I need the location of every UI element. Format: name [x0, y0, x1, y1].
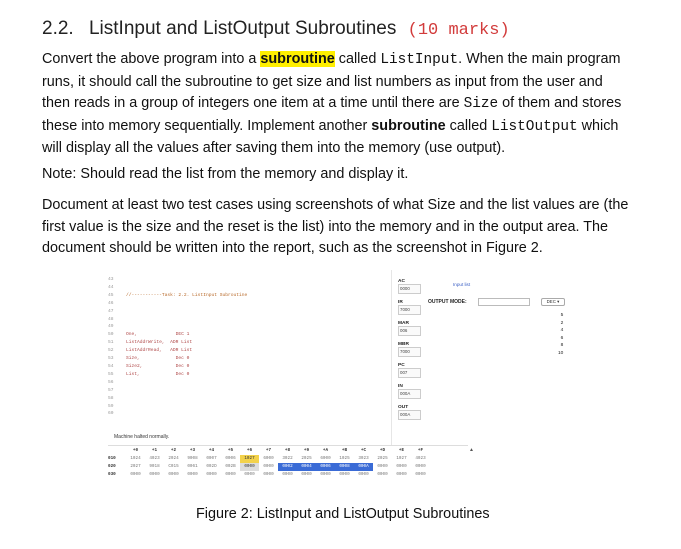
para2-line1: Document at least two test cases using screenshots of what Size and the list values are (the — [42, 197, 629, 213]
output-value: 2 — [560, 320, 564, 326]
memory-cell: 3023 — [358, 456, 369, 461]
register-value: 007 — [398, 368, 421, 378]
output-mode-field — [478, 298, 530, 306]
memory-row-address: 010 — [108, 456, 116, 461]
memory-cell: 2027 — [130, 464, 141, 469]
line-number: 57 — [108, 387, 114, 393]
memory-column-header: +3 — [189, 448, 196, 453]
panel-divider — [391, 270, 392, 445]
memory-cell: 0000 — [282, 472, 293, 477]
memory-cell: 1027 — [396, 456, 407, 461]
output-value: 6 — [560, 335, 564, 341]
memory-cell: 0000 — [396, 472, 407, 477]
documentation-instructions — [42, 195, 652, 260]
line-numbers — [108, 276, 120, 418]
memory-cell: 0006 — [316, 463, 335, 471]
figure-screenshot — [106, 270, 568, 495]
memory-cell: 002D — [206, 464, 217, 469]
memory-cell: 000A — [354, 463, 373, 471]
memory-column-header: +A — [322, 448, 329, 453]
memory-cell: 0000 — [240, 463, 259, 471]
memory-cell: 0004 — [297, 463, 316, 471]
memory-cell: 0000 — [168, 472, 179, 477]
memory-cell: 0061 — [187, 464, 198, 469]
line-number: 59 — [108, 403, 114, 409]
code-line — [126, 323, 247, 331]
memory-row — [108, 455, 430, 463]
section-heading — [42, 18, 510, 40]
memory-cell: 3022 — [282, 456, 293, 461]
register-label: IN — [398, 384, 403, 389]
memory-column-header: +F — [417, 448, 424, 453]
memory-cell: 0000 — [244, 472, 255, 477]
code-editor — [126, 276, 247, 418]
para1-line1: Convert the above program into a subroutine called ListInput. When the main program — [42, 51, 621, 68]
code-line — [126, 308, 247, 316]
para1-line5: will display all the values after saving them into the memory (use output). — [42, 140, 506, 156]
memory-column-header — [108, 447, 126, 455]
memory-cell: 0000 — [187, 472, 198, 477]
figure-caption: Figure 2: ListInput and ListOutput Subroutines — [196, 506, 490, 522]
memory-cell: 0000 — [339, 472, 350, 477]
line-number: 46 — [108, 300, 114, 306]
memory-column-header: +4 — [208, 448, 215, 453]
output-mode-label: OUTPUT MODE: — [428, 299, 467, 305]
register-value: 000A — [398, 410, 421, 420]
register-label: PC — [398, 363, 405, 368]
memory-table — [108, 447, 430, 479]
memory-column-header: +0 — [132, 448, 139, 453]
code-listinput: ListInput — [380, 52, 459, 68]
memory-column-header: +5 — [227, 448, 234, 453]
code-line: ListAddrRead, ADR List — [126, 348, 193, 354]
output-value: 5 — [560, 313, 564, 318]
memory-column-header: +E — [398, 448, 405, 453]
line-number: 51 — [108, 340, 114, 346]
memory-cell: 9008 — [187, 456, 198, 461]
memory-row-address: 020 — [108, 464, 116, 469]
status-message: Machine halted normally. — [114, 434, 170, 440]
memory-cell: 0000 — [358, 472, 369, 477]
line-number: 53 — [108, 356, 114, 362]
register-label: AC — [398, 279, 405, 284]
memory-cell: 1024 — [130, 456, 141, 461]
memory-cell: 0000 — [415, 464, 426, 469]
task-description — [42, 49, 652, 160]
code-line: //-----------Task: 2.2. ListInput Subroutine — [126, 292, 248, 298]
memory-row-address: 030 — [108, 472, 116, 477]
para2-line2: first value is the size and the reset is the list) into the memory and in the output area. The — [42, 218, 609, 235]
memory-cell: 0000 — [320, 472, 331, 477]
register-label: MAR — [398, 321, 409, 326]
code-line — [126, 402, 247, 410]
line-number: 58 — [108, 395, 114, 401]
memory-column-header: +8 — [284, 448, 291, 453]
code-size: Size — [463, 96, 499, 112]
memory-cell: 4023 — [149, 456, 160, 461]
output-value: 8 — [560, 343, 564, 349]
code-line — [126, 410, 247, 418]
register-value: 7000 — [398, 347, 421, 357]
memory-cell: 0006 — [225, 456, 236, 461]
para1-line3: then reads in a group of integers one item at a time until there are Size of them and stores — [42, 95, 622, 112]
output-values — [558, 312, 563, 358]
line-number: 49 — [108, 324, 114, 330]
memory-header — [108, 447, 430, 455]
line-number: 55 — [108, 371, 114, 377]
memory-cell: 002B — [225, 464, 236, 469]
memory-cell: C015 — [168, 464, 179, 469]
memory-cell: 4023 — [415, 456, 426, 461]
memory-cell: 1027 — [240, 455, 259, 463]
memory-cell: 0000 — [301, 472, 312, 477]
highlight-subroutine: subroutine — [260, 51, 335, 67]
register-value: 7000 — [398, 305, 421, 315]
memory-cell: 0000 — [130, 472, 141, 477]
memory-cell: 0000 — [149, 472, 160, 477]
output-mode-select: DEC ▾ — [541, 298, 565, 306]
memory-cell: 0000 — [396, 464, 407, 469]
register-value: 000A — [398, 389, 421, 399]
memory-cell: 0000 — [225, 472, 236, 477]
memory-column-header: +C — [360, 448, 367, 453]
code-line — [126, 300, 247, 308]
memory-column-header: +D — [379, 448, 386, 453]
memory-cell: 0000 — [377, 472, 388, 477]
memory-cell: 0000 — [263, 472, 274, 477]
memory-cell: 0000 — [377, 464, 388, 469]
code-line — [126, 394, 247, 402]
memory-cell: 0008 — [335, 463, 354, 471]
register-label: MBR — [398, 342, 409, 347]
register-value: 0000 — [398, 284, 421, 294]
memory-column-header: +9 — [303, 448, 310, 453]
memory-cell: 2024 — [168, 456, 179, 461]
line-number: 60 — [108, 411, 114, 417]
code-line: Size, Dec 0 — [126, 355, 190, 361]
code-line — [126, 315, 247, 323]
memory-column-header: +1 — [151, 448, 158, 453]
scroll-icon: ▲ — [469, 447, 474, 453]
line-number: 56 — [108, 379, 114, 385]
line-number: 54 — [108, 363, 114, 369]
code-line: ListAddrWrite, ADR List — [126, 340, 193, 346]
line-number: 45 — [108, 292, 114, 298]
line-number: 44 — [108, 284, 114, 290]
para1-line2: runs, it should call the subroutine to get size and list numbers as input from the user and — [42, 73, 603, 90]
memory-column-header: +B — [341, 448, 348, 453]
memory-row — [108, 463, 430, 471]
code-line — [126, 284, 247, 292]
code-line: List, Dec 0 — [126, 371, 190, 377]
memory-cell: 0000 — [263, 464, 274, 469]
memory-cell: 0000 — [415, 472, 426, 477]
memory-cell: 0007 — [206, 456, 217, 461]
memory-cell: 0000 — [206, 472, 217, 477]
memory-cell: 1025 — [339, 456, 350, 461]
section-title: ListInput and ListOutput Subroutines — [88, 18, 397, 39]
memory-cell: 0002 — [278, 463, 297, 471]
code-listoutput: ListOutput — [491, 118, 578, 135]
output-value: 10 — [558, 350, 564, 356]
memory-cell: 9018 — [149, 464, 160, 469]
memory-cell: 2025 — [377, 456, 388, 461]
code-line — [126, 379, 247, 387]
output-value: 4 — [560, 328, 564, 334]
register-label: OUT — [398, 405, 409, 410]
code-line — [126, 386, 247, 394]
memory-column-header: +2 — [170, 448, 177, 453]
code-line: One, DEC 1 — [126, 332, 190, 338]
para2-line3: document should be written into the report, such as the screenshot in Figure 2. — [42, 240, 543, 256]
line-number: 47 — [108, 308, 114, 314]
input-list-label: Input list — [453, 282, 471, 287]
note: Note: Should read the list from the memory and display it. — [42, 166, 409, 182]
register-panel — [398, 273, 438, 420]
memory-row — [108, 471, 430, 479]
line-number: 50 — [108, 332, 114, 338]
memory-cell: 6000 — [320, 456, 331, 461]
memory-column-header: +6 — [246, 448, 253, 453]
line-number: 43 — [108, 277, 114, 282]
code-line — [126, 276, 247, 284]
para1-line4: these into memory sequentially. Implement another subroutine called ListOutput which — [42, 117, 619, 135]
memory-column-header: +7 — [265, 448, 272, 453]
code-line: Size2, Dec 0 — [126, 363, 190, 369]
bold-subroutine: subroutine — [371, 117, 446, 134]
line-number: 48 — [108, 316, 114, 322]
section-number: 2.2. — [42, 18, 74, 39]
memory-cell: 2025 — [301, 456, 312, 461]
register-label: IR — [398, 300, 403, 305]
register-value: 006 — [398, 326, 421, 336]
memory-cell: 6000 — [263, 456, 274, 461]
memory-divider — [108, 445, 468, 446]
section-marks: (10 marks) — [407, 21, 510, 40]
line-number: 52 — [108, 348, 114, 354]
